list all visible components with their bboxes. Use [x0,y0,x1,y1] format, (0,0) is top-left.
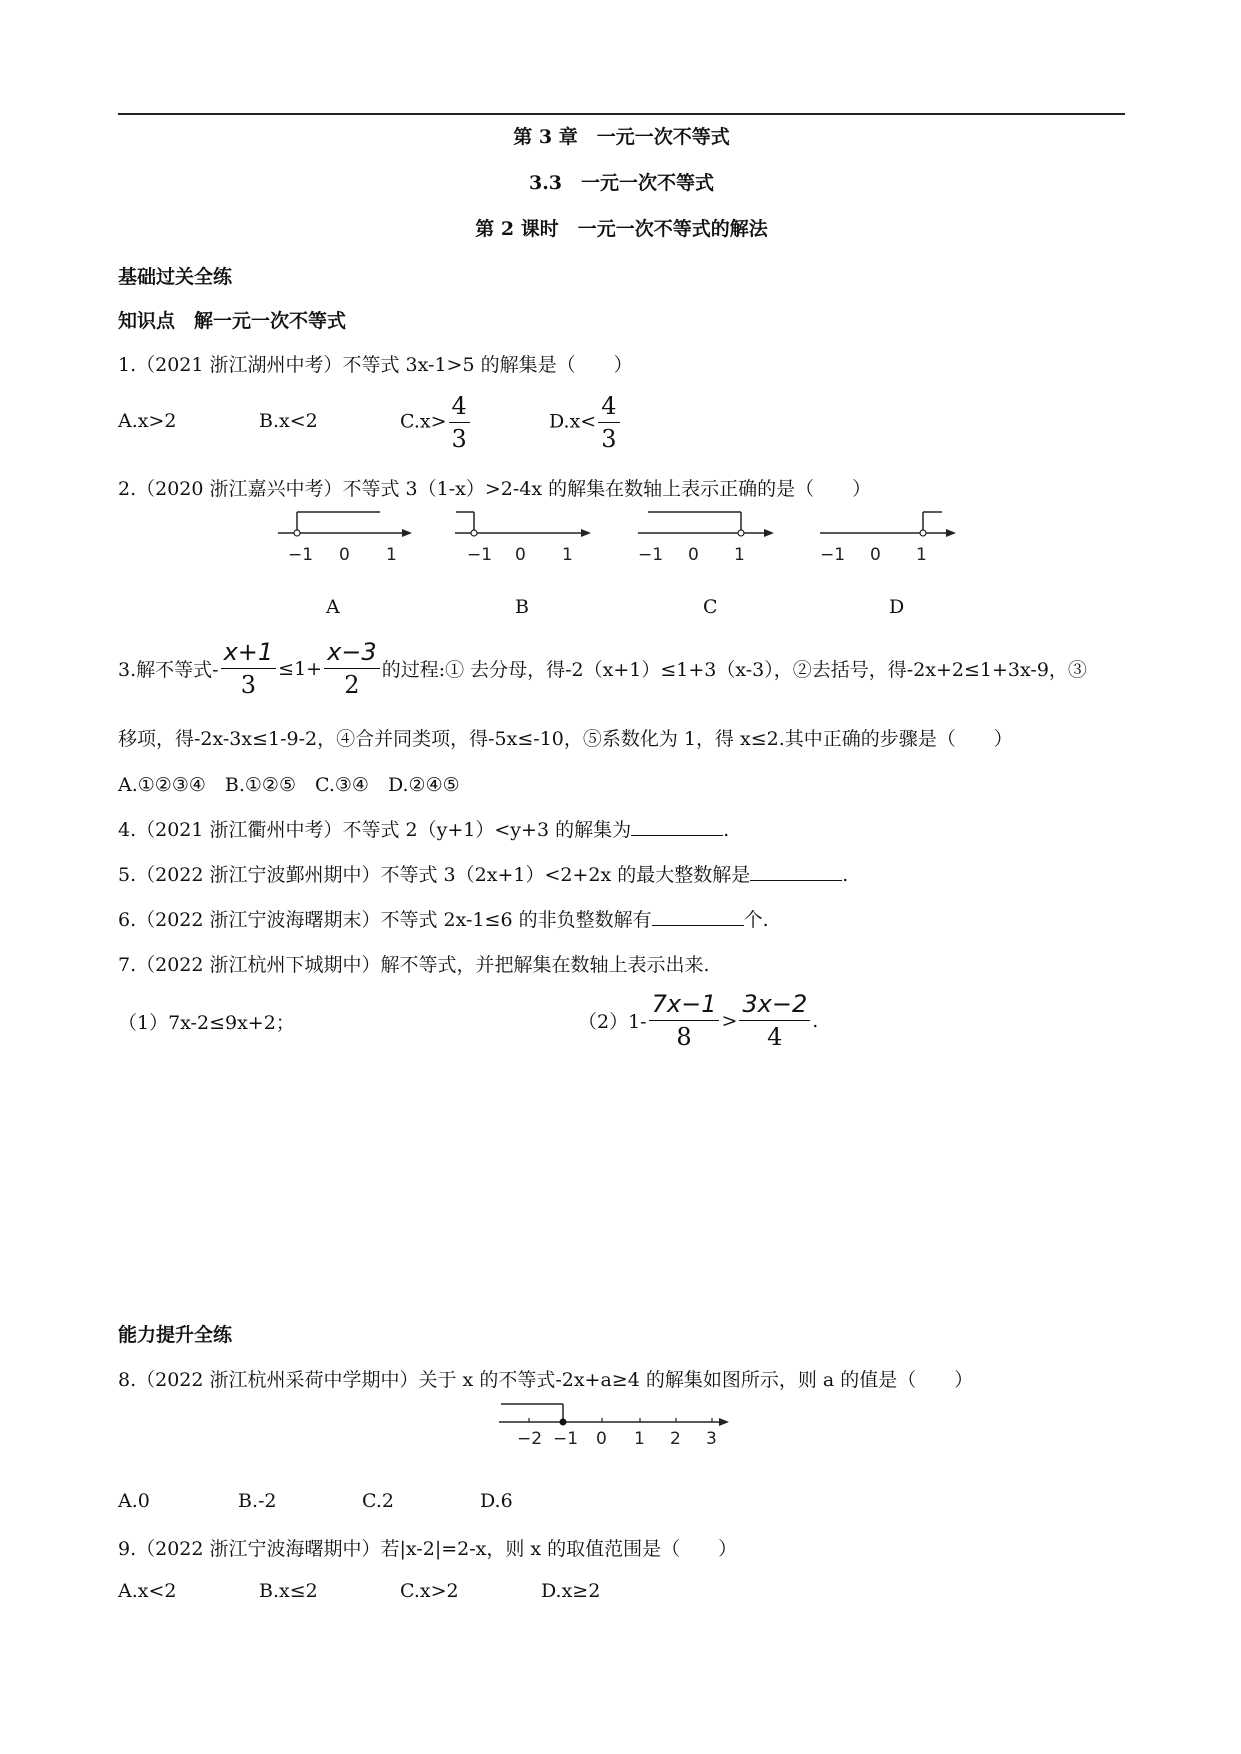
q2-label-b: B [515,596,529,618]
fraction-denominator: 3 [601,425,617,453]
q9-option-b: B.x≤2 [259,1580,318,1602]
q1-option-c-prefix: C.x> [400,410,447,433]
answer-blank[interactable] [652,909,744,926]
q3-options: A.①②③④ B.①②⑤ C.③④ D.②④⑤ [118,774,460,796]
q2-stem: 2.（2020 浙江嘉兴中考）不等式 3（1-x）>2-4x 的解集在数轴上表示正确的是（ ） [118,478,872,500]
q3-fraction-2 [324,640,380,697]
tick-label: 0 [515,545,526,565]
q9-stem: 9.（2022 浙江宁波海曙期中）若|x-2|=2-x，则 x 的取值范围是（ ） [118,1538,738,1560]
tick-label: 1 [562,545,573,565]
lesson-title: 第 2 课时 一元一次不等式的解法 [475,218,768,240]
q8-option-c: C.2 [362,1490,394,1512]
q5 [118,860,848,887]
q3-line1 [118,640,1087,697]
section-title: 3.3 一元一次不等式 [528,172,715,194]
q2-label-c: C [703,596,718,618]
q1-option-c [400,394,472,451]
q5-stem: 5.（2022 浙江宁波鄞州期中）不等式 3（2x+1）<2+2x 的最大整数解是 [118,864,751,886]
fraction-numerator: x+1 [221,640,277,669]
tick-label: −1 [638,545,664,565]
q3-rest: 的过程:① 去分母，得-2（x+1）≤1+3（x-3），②去括号，得-2x+2≤1+3x-9，③ [381,659,1087,681]
q1-option-b: B.x<2 [259,410,318,432]
q5-end: . [842,864,849,886]
number-line-c [638,512,774,565]
q4 [118,815,729,842]
tick-label: −2 [517,1429,543,1448]
tick-label: 0 [870,545,881,565]
q8-option-b: B.-2 [238,1490,277,1512]
q1-option-d [549,394,622,451]
q1-option-d-prefix: D.x< [549,410,597,433]
q1-option-d-fraction [598,394,619,451]
topic-heading: 知识点 解一元一次不等式 [118,310,347,332]
chapter-title: 第 3 章 一元一次不等式 [513,126,730,148]
tick-label: −1 [288,545,314,565]
part1-heading: 基础过关全练 [118,266,233,288]
q7-gt: > [721,1009,738,1032]
tick-label: −1 [467,545,493,565]
tick-label: 0 [688,545,699,565]
q7-part1: （1）7x-2≤9x+2； [118,1012,295,1034]
q8-stem: 8.（2022 浙江杭州采荷中学期中）关于 x 的不等式-2x+a≥4 的解集如图所示，则 a 的值是（ ） [118,1369,974,1391]
answer-blank[interactable] [750,864,842,881]
q3-prefix: 3.解不等式- [118,659,219,681]
q6 [118,905,769,932]
tick-label: 2 [670,1429,681,1448]
q2-number-lines [270,505,970,575]
fraction-numerator: 4 [598,394,619,423]
q7-part2 [578,992,818,1049]
q9-option-d: D.x≥2 [541,1580,601,1602]
q4-end: . [723,819,730,841]
fraction-denominator: 2 [344,671,360,699]
q3-line2: 移项，得-2x-3x≤1-9-2，④合并同类项，得-5x≤-10，⑤系数化为 1，得 x≤2.其中正确的步骤是（ ） [118,728,1013,750]
number-line-d [820,512,956,565]
header-rule [118,113,1125,115]
q3-mid: ≤1+ [278,657,323,680]
q1-option-a: A.x>2 [118,410,177,432]
number-line-a [278,512,412,565]
tick-label: 1 [916,545,927,565]
q9-option-c: C.x>2 [400,1580,459,1602]
fraction-denominator: 4 [767,1023,783,1051]
q7-fraction-2 [739,992,810,1049]
q8-number-line [495,1398,735,1448]
q2-label-a: A [326,596,340,618]
tick-label: 3 [706,1429,717,1448]
tick-label: 1 [634,1429,645,1448]
fraction-numerator: 4 [449,394,470,423]
q6-end: 个. [743,909,769,931]
tick-label: 1 [734,545,745,565]
q8-option-a: A.0 [118,1490,150,1512]
fraction-denominator: 3 [451,425,467,453]
part2-heading: 能力提升全练 [118,1324,233,1346]
q7-stem: 7.（2022 浙江杭州下城期中）解不等式，并把解集在数轴上表示出来. [118,954,710,976]
fraction-denominator: 3 [240,671,256,699]
q1-stem: 1.（2021 浙江湖州中考）不等式 3x-1>5 的解集是（ ） [118,354,633,376]
fraction-denominator: 8 [676,1023,692,1051]
number-line-b [455,512,591,565]
q7-part2-prefix: （2）1- [578,1011,647,1033]
q8-option-d: D.6 [480,1490,513,1512]
fraction-numerator: x−3 [324,640,380,669]
fraction-numerator: 3x−2 [739,992,810,1021]
tick-label: −1 [820,545,846,565]
fraction-numerator: 7x−1 [649,992,720,1021]
q4-stem: 4.（2021 浙江衢州中考）不等式 2（y+1）<y+3 的解集为 [118,819,632,841]
tick-label: 1 [386,545,397,565]
q7-end: . [812,1009,819,1032]
tick-label: −1 [553,1429,579,1448]
q6-stem: 6.（2022 浙江宁波海曙期末）不等式 2x-1≤6 的非负整数解有 [118,909,652,931]
q3-fraction-1 [221,640,277,697]
q9-option-a: A.x<2 [118,1580,177,1602]
tick-label: 0 [596,1429,607,1448]
answer-blank[interactable] [631,819,723,836]
q1-option-c-fraction [449,394,470,451]
tick-label: 0 [339,545,350,565]
q7-fraction-1 [649,992,720,1049]
q2-label-d: D [889,596,905,618]
